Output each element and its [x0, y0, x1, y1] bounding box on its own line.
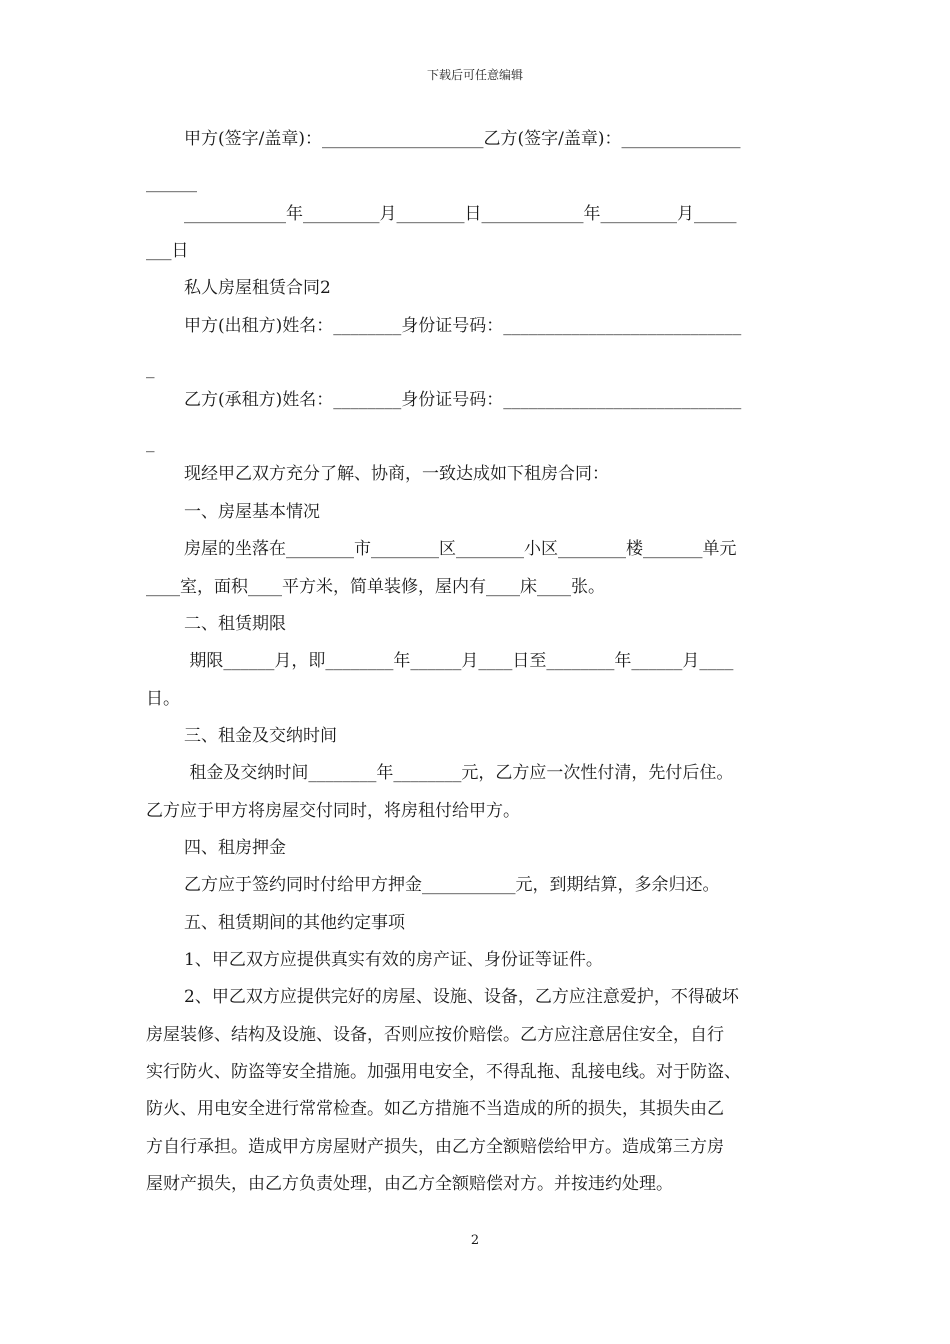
paragraph-line: 日。 — [146, 689, 180, 709]
paragraph-line: 2、甲乙双方应提供完好的房屋、设施、设备，乙方应注意爱护，不得破坏 — [184, 987, 739, 1007]
paragraph-line: 1、甲乙双方应提供真实有效的房产证、身份证等证件。 — [184, 950, 603, 970]
party-b-line-cont: _ — [146, 433, 155, 453]
paragraph-line: 屋财产损失，由乙方负责处理，由乙方全额赔偿对方。并按违约处理。 — [146, 1174, 673, 1194]
party-a-line: 甲方(出租方)姓名：________身份证号码：____________________________ — [184, 316, 742, 336]
section-heading-4: 四、租房押金 — [184, 838, 286, 858]
section-heading-2: 二、租赁期限 — [184, 614, 286, 634]
paragraph-line: ____室，面积____平方米，简单装修，屋内有____床____张。 — [146, 577, 605, 597]
party-a-line-cont: _ — [146, 359, 155, 379]
paragraph-line: 防火、用电安全进行常常检查。如乙方措施不当造成的所的损失，其损失由乙 — [146, 1099, 724, 1119]
paragraph-line: 房屋装修、结构及设施、设备，否则应按价赔偿。乙方应注意居住安全，自行 — [146, 1025, 724, 1045]
section-heading-3: 三、租金及交纳时间 — [184, 726, 337, 746]
paragraph-line: 实行防火、防盗等安全措施。加强用电安全，不得乱拖、乱接电线。对于防盗、 — [146, 1062, 741, 1082]
date-line: ____________年_________月________日____________年_________月_____ — [184, 204, 737, 224]
paragraph-line: 方自行承担。造成甲方房屋财产损失，由乙方全额赔偿给甲方。造成第三方房 — [146, 1137, 724, 1157]
signature-line: 甲方(签字/盖章)：___________________乙方(签字/盖章)：______________ — [184, 129, 741, 149]
date-line-cont: ___日 — [146, 241, 189, 261]
intro-paragraph: 现经甲乙双方充分了解、协商，一致达成如下租房合同： — [184, 464, 609, 484]
paragraph-line: 乙方应于签约同时付给甲方押金___________元，到期结算，多余归还。 — [184, 875, 720, 895]
paragraph-line: 乙方应于甲方将房屋交付同时，将房租付给甲方。 — [146, 801, 520, 821]
section-heading-5: 五、租赁期间的其他约定事项 — [184, 913, 405, 933]
signature-line-cont: ______ — [146, 173, 197, 193]
page-number: 2 — [470, 1233, 480, 1248]
party-b-line: 乙方(承租方)姓名：________身份证号码：____________________________ — [184, 390, 742, 410]
paragraph-line: 租金及交纳时间________年________元，乙方应一次性付清，先付后住。 — [184, 763, 734, 783]
contract-title: 私人房屋租赁合同2 — [184, 278, 331, 298]
paragraph-line: 期限______月，即________年______月____日至________年______月____ — [184, 651, 734, 671]
section-heading-1: 一、房屋基本情况 — [184, 502, 320, 522]
paragraph-line: 房屋的坐落在________市________区________小区________楼_______单元 — [184, 539, 737, 559]
page-header: 下载后可任意编辑 — [426, 68, 523, 82]
